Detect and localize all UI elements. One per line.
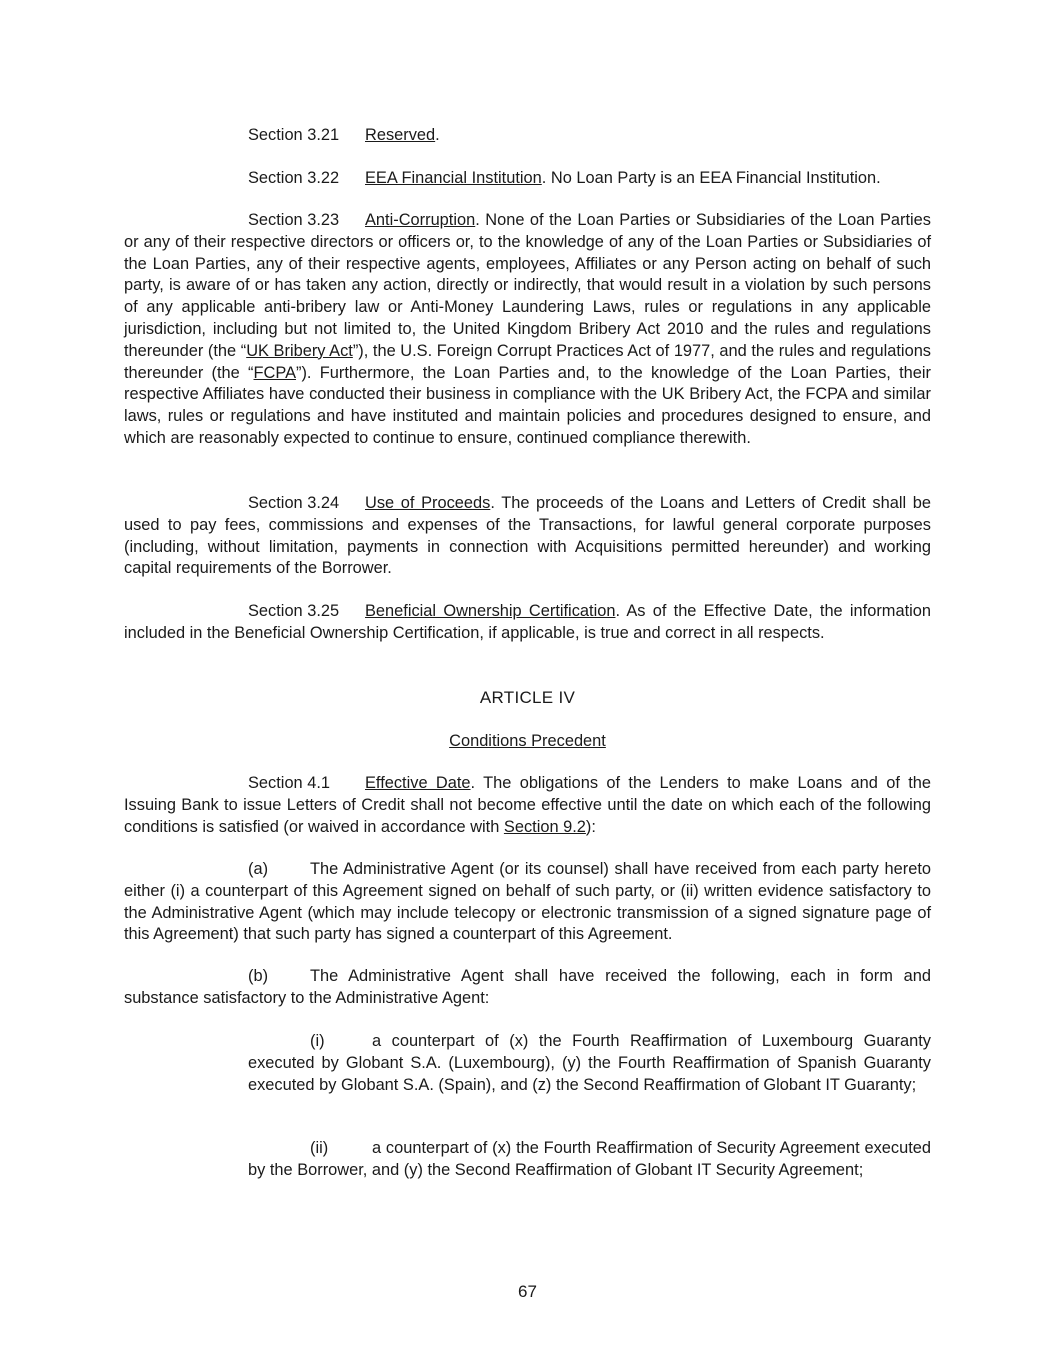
section-body: . No Loan Party is an EEA Financial Institution. xyxy=(541,169,881,187)
section-title: Reserved xyxy=(365,126,436,144)
section-title: EEA Financial Institution xyxy=(365,169,542,187)
section-body: ”), the U.S. Foreign Corrupt Practices Act of 1977, and the rules and regulations thereunder (the “ xyxy=(124,341,931,382)
article-subheading: Conditions Precedent xyxy=(449,732,606,750)
section-body: ): xyxy=(585,817,596,836)
section-body: . The obligations of the Lenders to make Loans and of the Issuing Bank to issue Letters of Credit shall not become effective until the date on which each of the following conditions is satisfied (or waived in accordance with xyxy=(124,774,931,836)
clause-b-ii xyxy=(248,1138,931,1182)
section-3-23 xyxy=(124,210,931,450)
section-number: Section 3.22 xyxy=(248,169,340,187)
clause-text: The Administrative Agent (or its counsel) shall have received from each party hereto either (i) a counterpart of this Agreement signed on behalf of such party, or (ii) written evidence satisfactory to the Administrative Agent (which may include telecopy or electronic transmission of a signed signature page of this Agreement) that such party has signed a counterpart of this Agreement. xyxy=(124,860,931,944)
defined-term-uk-bribery-act: UK Bribery Act xyxy=(246,341,353,360)
section-3-24 xyxy=(124,493,931,580)
section-body: . xyxy=(435,126,440,144)
clause-number: (b) xyxy=(248,967,269,985)
page-number: 67 xyxy=(518,1282,537,1301)
clause-number: (ii) xyxy=(310,1139,329,1157)
clause-number: (a) xyxy=(248,860,269,878)
section-body: . As of the Effective Date, the information included in the Beneficial Ownership Certification, if applicable, is true and correct in all respects. xyxy=(124,602,932,642)
section-number: Section 3.23 xyxy=(248,211,340,229)
clause-number: (i) xyxy=(310,1032,325,1050)
section-3-25 xyxy=(124,601,931,645)
clause-a xyxy=(124,859,931,946)
section-title: Beneficial Ownership Certification xyxy=(365,602,616,620)
section-number: Section 3.21 xyxy=(248,126,340,144)
clause-text: The Administrative Agent shall have received the following, each in form and substance satisfactory to the Administrative Agent: xyxy=(124,967,931,1007)
section-body: . The proceeds of the Loans and Letters of Credit shall be used to pay fees, commissions and expenses of the Transactions, for lawful general corporate purposes (including, without limitation, payments in connection with Acquisitions permitted hereunder) and working capital requirements of the Borrower. xyxy=(124,494,932,578)
clause-text: a counterpart of (x) the Fourth Reaffirmation of Security Agreement executed by the Borrower, and (y) the Second Reaffirmation of Globant IT Security Agreement; xyxy=(248,1139,931,1179)
defined-term-fcpa: FCPA xyxy=(253,363,297,382)
section-title: Anti-Corruption xyxy=(365,211,476,229)
section-number: Section 4.1 xyxy=(248,774,331,792)
article-subheading-wrap xyxy=(124,731,931,753)
section-title: Use of Proceeds xyxy=(365,494,491,512)
section-body: ”). Furthermore, the Loan Parties and, to the knowledge of the Loan Parties, their respective Affiliates have conducted their business in compliance with the UK Bribery Act, the FCPA and similar laws, rules or regulations and have instituted and maintain policies and procedures designed to ensure, and which are reasonably expected to continue to ensure, continued compliance therewith. xyxy=(124,363,932,447)
section-number: Section 3.25 xyxy=(248,602,340,620)
clause-b xyxy=(124,966,931,1010)
clause-text: a counterpart of (x) the Fourth Reaffirmation of Luxembourg Guaranty executed by Globant S.A. (Luxembourg), (y) the Fourth Reaffirmation of Spanish Guaranty executed by Globant S.A. (Spain), and (z) the Second Reaffirmation of Globant IT Guaranty; xyxy=(248,1032,931,1094)
section-4-1 xyxy=(124,773,931,838)
clause-b-i xyxy=(248,1031,931,1096)
section-title: Effective Date xyxy=(365,774,471,792)
article-heading: ARTICLE IV xyxy=(479,688,576,707)
section-number: Section 3.24 xyxy=(248,494,340,512)
section-3-22 xyxy=(124,168,931,190)
section-body: . None of the Loan Parties or Subsidiaries of the Loan Parties or any of their respective directors or officers or, to the knowledge of any of the Loan Parties or Subsidiaries of the Loan Parties, any of their respective agents, employees, Affiliates or any Person acting on behalf of such party, is aware of or has taken any action, directly or indirectly, that would result in a violation by such persons of any applicable anti-bribery law or Anti-Money Laundering Laws, rules or regulations in any applicable jurisdiction, including but not limited to, the United Kingdom Bribery Act 2010 and the rules and regulations thereunder (the “ xyxy=(124,211,931,360)
section-3-21 xyxy=(124,125,931,147)
cross-reference: Section 9.2 xyxy=(503,817,586,836)
